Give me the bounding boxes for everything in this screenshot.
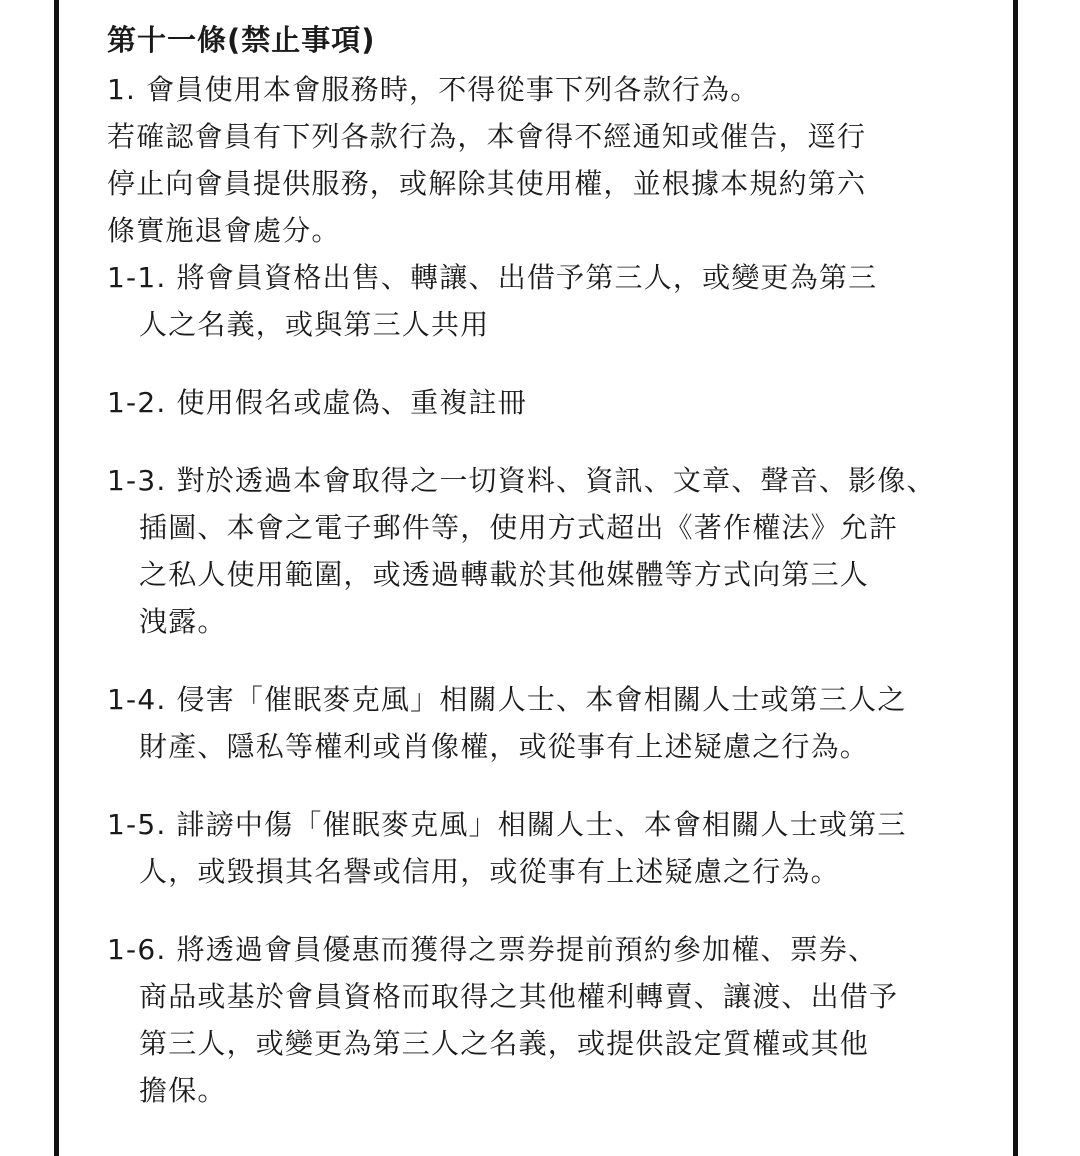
intro-line: 條實施退會處分。 [107, 214, 341, 247]
item-line: 1-2. 使用假名或虛偽、重複註冊 [107, 386, 527, 419]
prohibited-item-1-5 [107, 801, 987, 895]
article-content [107, 18, 987, 1114]
item-line: 1-6. 將透過會員優惠而獲得之票券提前預約參加權、票券、 [107, 933, 878, 966]
item-line: 1-1. 將會員資格出售、轉讓、出借予第三人，或變更為第三 [107, 261, 878, 294]
item-line: 財產、隱私等權利或肖像權，或從事有上述疑慮之行為。 [139, 730, 870, 763]
item-line: 擔保。 [139, 1074, 227, 1107]
prohibited-item-1-3 [107, 457, 987, 645]
intro-line: 停止向會員提供服務，或解除其使用權，並根據本規約第六 [107, 167, 867, 200]
article-intro [107, 66, 987, 254]
prohibited-item-1-1 [107, 254, 987, 348]
prohibited-item-1-6 [107, 926, 987, 1114]
item-line: 插圖、本會之電子郵件等，使用方式超出《著作權法》允許 [139, 511, 899, 544]
item-line: 1-3. 對於透過本會取得之一切資料、資訊、文章、聲音、影像、 [107, 464, 936, 497]
item-line: 人，或毀損其名譽或信用，或從事有上述疑慮之行為。 [139, 855, 840, 888]
prohibited-item-1-4 [107, 676, 987, 770]
item-line: 1-5. 誹謗中傷「催眠麥克風」相關人士、本會相關人士或第三 [107, 808, 907, 841]
item-line: 洩露。 [139, 605, 227, 638]
intro-line: 1. 會員使用本會服務時，不得從事下列各款行為。 [107, 73, 760, 106]
item-line: 之私人使用範圍，或透過轉載於其他媒體等方式向第三人 [139, 558, 870, 591]
intro-line: 若確認會員有下列各款行為，本會得不經通知或催告，逕行 [107, 120, 867, 153]
prohibited-item-1-2 [107, 379, 987, 426]
item-line: 第三人，或變更為第三人之名義，或提供設定質權或其他 [139, 1027, 870, 1060]
item-line: 人之名義，或與第三人共用 [139, 308, 490, 341]
item-line: 商品或基於會員資格而取得之其他權利轉賣、讓渡、出借予 [139, 980, 899, 1013]
article-heading: 第十一條(禁止事項) [107, 23, 376, 57]
item-line: 1-4. 侵害「催眠麥克風」相關人士、本會相關人士或第三人之 [107, 683, 907, 716]
